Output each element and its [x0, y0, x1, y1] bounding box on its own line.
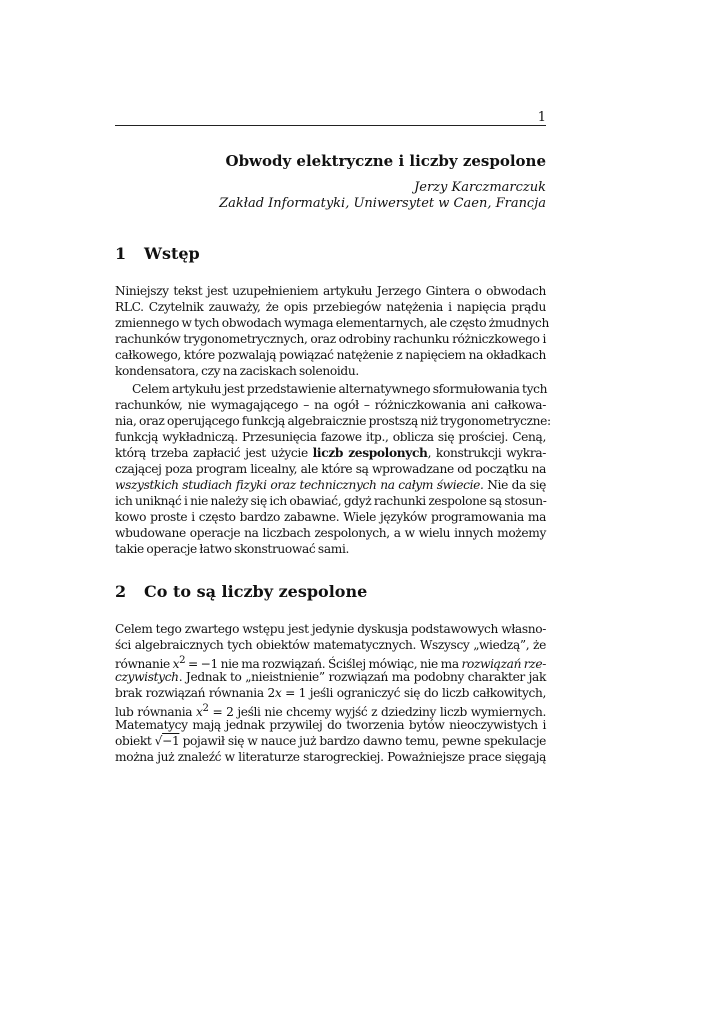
text-line: nia, oraz operującego funkcją algebraicznie prostszą niż trygonometryczne: [115, 414, 551, 428]
section-heading-2 [115, 582, 546, 601]
text-line: całkowego, które pozwalają powiązać natężenie z napięciem na okładkach [115, 348, 546, 362]
paragraph-intro-1 [115, 283, 550, 379]
text-line: Celem tego zwartego wstępu jest jedynie dyskusja podstawowych własno- [115, 622, 546, 636]
text-line: funkcją wykładniczą. Przesunięcia fazowe itp., oblicza się prościej. Ceną, [115, 430, 546, 444]
math-exponent: 2 [202, 703, 209, 714]
text-run: = −1 nie ma rozwiązań. Ściślej mówiąc, nie ma [185, 657, 462, 672]
text-line [115, 701, 546, 720]
text-line: czającej poza program licealny, ale które są wprowadzane od początku na [115, 462, 546, 476]
bold-term: liczb zespolonych [312, 446, 428, 460]
text-line [115, 653, 546, 672]
author-name: Jerzy Karczmarczuk [414, 180, 546, 195]
text-run: brak rozwiązań równania 2 [115, 686, 275, 700]
text-line [115, 685, 546, 701]
italic-run: rozwiązań rze- [461, 657, 546, 672]
text-line [115, 669, 546, 685]
text-run: którą trzeba zapłacić jest użycie [115, 446, 308, 460]
text-line: rachunków, nie wymagającego – na ogół – różniczkowania ani całkowa- [115, 398, 546, 412]
text-line: wbudowane operacje na liczbach zespolonych, a w wielu innych możemy [115, 526, 546, 540]
math-variable: x [172, 657, 180, 672]
sqrt-radicand: −1 [162, 734, 180, 748]
text-run: . Jednak to „nieistnienie” rozwiązań ma podobny charakter jak [178, 670, 546, 684]
sqrt-symbol: √ [154, 734, 163, 748]
text-run: Nie da się [483, 478, 546, 492]
text-run: lub równania [115, 705, 197, 720]
text-line: kondensatora, czy na zaciskach solenoidu. [115, 364, 359, 378]
text-line [115, 445, 546, 461]
paragraph-complex-numbers [115, 621, 546, 765]
text-run: = 1 jeśli ograniczyć się do liczb całkowitych, [281, 686, 546, 700]
text-line: Celem artykułu jest przedstawienie alternatywnego sformułowania tych [132, 382, 548, 396]
page-number: 1 [537, 110, 546, 125]
text-line [115, 733, 546, 749]
text-run: , konstrukcji wykra- [427, 446, 547, 460]
section-number: 2 [115, 582, 127, 601]
header-rule [115, 125, 546, 126]
math-exponent: 2 [179, 655, 186, 666]
section-title: Wstęp [144, 244, 200, 263]
text-line: zmiennego w tych obwodach wymaga elementarnych, ale często żmudnych [115, 316, 550, 330]
section-number: 1 [115, 244, 127, 263]
italic-run: czywistych [115, 670, 179, 684]
text-run: pojawił się w nauce już bardzo dawno temu, pewne spekulacje [179, 734, 546, 748]
text-line: rachunków trygonometrycznych, oraz odrobiny rachunku różniczkowego i [115, 332, 546, 346]
math-variable: x [196, 705, 203, 720]
section-heading-1 [115, 244, 546, 263]
text-line: można już znaleźć w literaturze starogreckiej. Poważniejsze prace sięgają [115, 750, 546, 764]
text-line: RLC. Czytelnik zauważy, że opis przebiegów natężenia i napięcia prądu [115, 300, 546, 314]
text-line: ich uniknąć i nie należy się ich obawiać, gdyż rachunki zespolone są stosun- [115, 494, 547, 508]
text-line: ści algebraicznych tych obiektów matematycznych. Wszyscy „wiedzą”, że [115, 638, 546, 652]
text-run: równanie [115, 657, 173, 672]
text-line: kowo proste i często bardzo zabawne. Wiele języków programowania ma [115, 510, 546, 524]
text-line: takie operacje łatwo skonstruować sami. [115, 542, 350, 556]
text-line [115, 477, 546, 493]
text-line: Niniejszy tekst jest uzupełnieniem artykułu Jerzego Gintera o obwodach [115, 284, 546, 298]
paragraph-intro-2 [115, 381, 551, 557]
math-variable: x [274, 686, 282, 700]
text-run: obiekt [115, 734, 155, 748]
paper-title: Obwody elektryczne i liczby zespolone [225, 152, 546, 170]
text-line: Matematycy mają jednak przywilej do tworzenia bytów nieoczywistych i [115, 718, 546, 732]
author-affiliation: Zakład Informatyki, Uniwersytet w Caen, Francja [219, 196, 546, 211]
section-title: Co to są liczby zespolone [144, 582, 368, 601]
italic-run: wszystkich studiach fizyki oraz technicznych na całym świecie. [115, 478, 484, 492]
text-run: = 2 jeśli nie chcemy wyjść z dziedziny liczb wymiernych. [208, 705, 546, 720]
